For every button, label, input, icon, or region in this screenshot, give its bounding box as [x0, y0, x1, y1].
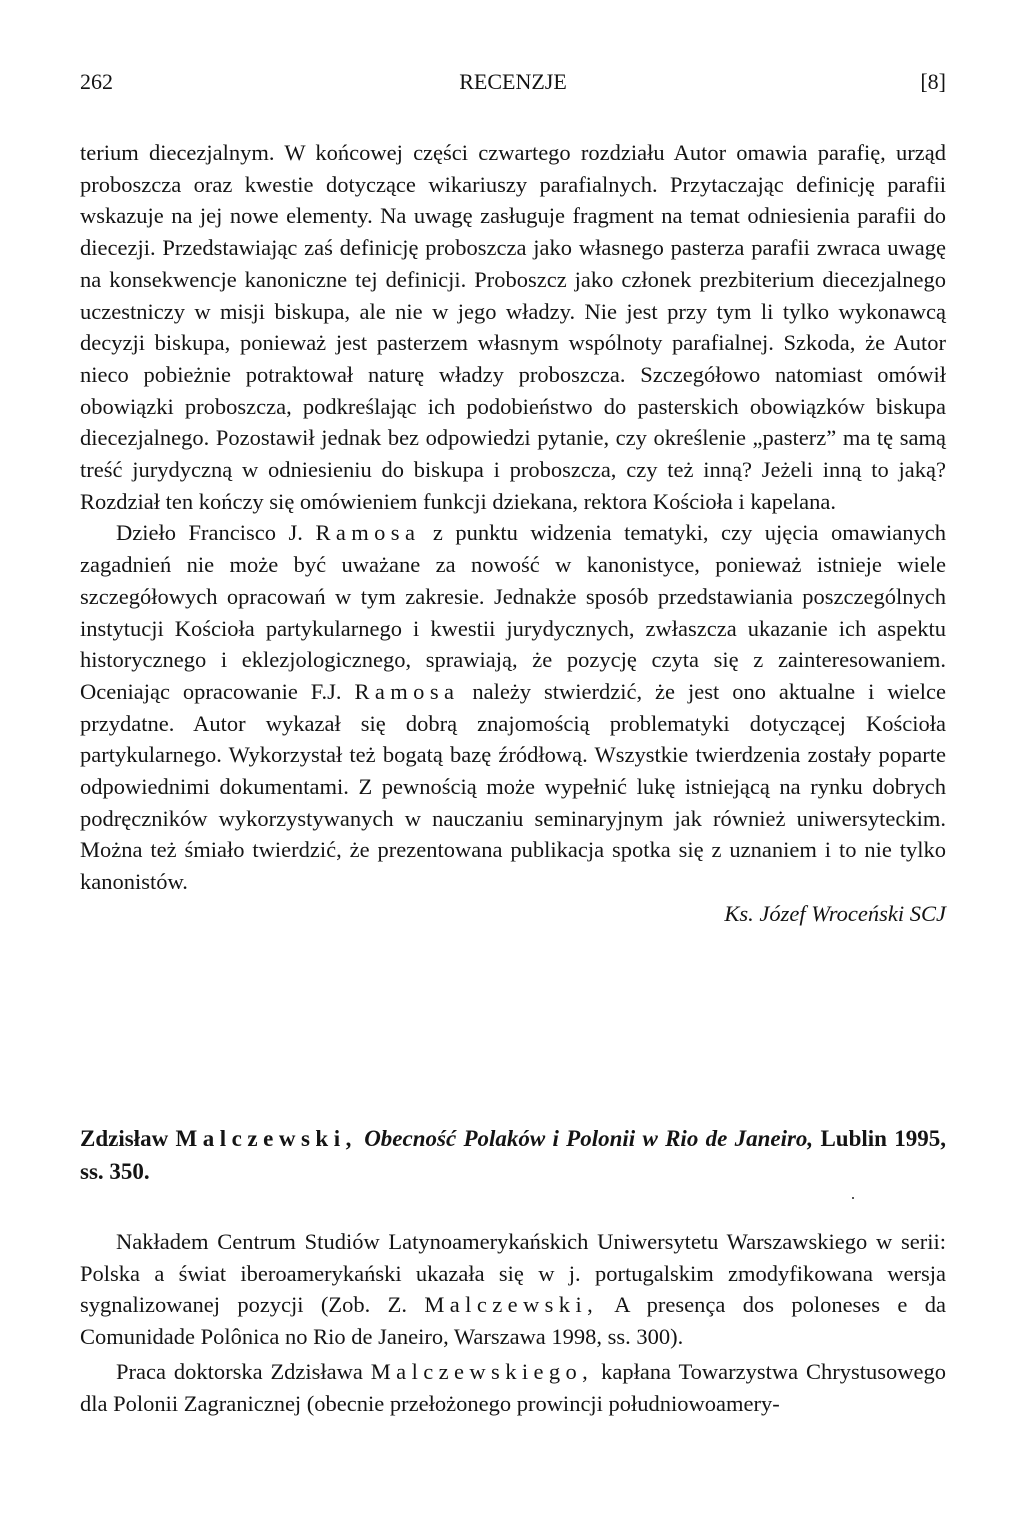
- review-paragraph-2-part-b: z punktu widzenia tematyki, czy ujęcia omawianych zagadnień nie może być uważane za nowość w kanonistyce, ponieważ istnieje wiele szczegółowych opracowań w tym zakresie. Jednakże sposób przedstawiania poszczególnych instytucji Kościoła partykularnego i kwestii jurydycznych, zwłaszcza ukazanie ich aspektu historycznego i eklezjologicznego, sprawiają, że pozycję czyta się z zainteresowaniem. Oceniając opracowanie F.J.: [80, 520, 946, 704]
- book-title: Obecność Polaków i Polonii w Rio de Janeiro,: [364, 1126, 814, 1151]
- review-paragraph-2-part-a: Dzieło Francisco J.: [116, 520, 303, 546]
- book-author-first-name: Zdzisław: [80, 1126, 169, 1151]
- spaced-author-name: Ramosa: [354, 678, 460, 704]
- review-paragraph-2: [80, 517, 946, 897]
- second-review-paragraph-1: [80, 1226, 946, 1353]
- running-title: RECENZJE: [459, 69, 567, 94]
- running-header: [80, 64, 946, 100]
- second-review-paragraph-1-part-a: Nakładem Centrum Studiów Latynoamerykańskich Uniwersytetu Warszawskiego w serii: Polska a świat iberoamerykański ukazała się w j. portugalskim zmodyfikowana wersja sygnalizowanej pozycji (Zob. Z.: [80, 1229, 946, 1318]
- second-review-paragraph-2-part-b: kapłana Towarzystwa Chrystusowego dla Polonii Zagranicznej (obecnie przełożonego prowincji południowoamery-: [80, 1358, 947, 1416]
- reviewer-signature: Ks. Józef Wroceński SCJ: [724, 900, 946, 926]
- review-body: [80, 137, 946, 930]
- issue-number: [8]: [920, 69, 946, 94]
- print-speck: [852, 1197, 854, 1199]
- second-review-paragraph-1-part-b: A presença dos poloneses e da Comunidade Polônica no Rio de Janeiro, Warszawa 1998, ss. 300).: [80, 1292, 947, 1350]
- second-review-paragraph-2: [80, 1356, 946, 1419]
- spaced-author-name: Ramosa: [315, 520, 421, 546]
- book-author-last-name: Malczewski,: [175, 1126, 357, 1151]
- spaced-author-name: Malczewski,: [424, 1292, 599, 1318]
- review-paragraph-2-part-c: należy stwierdzić, że jest ono aktualne i wielce przydatne. Autor wykazał się dobrą znajomością problematyki dotyczącej Kościoła partykularnego. Wykorzystał też bogatą bazę źródłową. Wszystkie twierdzenia zostały poparte odpowiednimi dokumentami. Z pewnością może wypełnić lukę istniejącą na rynku dobrych podręczników wykorzystywanych w nauczaniu seminaryjnym jak również uniwersyteckim. Można też śmiało twierdzić, że prezentowana publikacja spotka się z uznaniem i to nie tylko kanonistów.: [80, 678, 947, 895]
- book-citation-heading: [80, 1122, 946, 1188]
- second-review-paragraph-2-part-a: Praca doktorska Zdzisława: [116, 1358, 363, 1384]
- book-publication-info: Lublin 1995, ss. 350.: [80, 1126, 946, 1184]
- page-number: 262: [80, 69, 113, 94]
- second-review-body: [80, 1226, 946, 1419]
- spaced-author-name: Malczewskiego,: [370, 1358, 594, 1384]
- review-paragraph-1: terium diecezjalnym. W końcowej części czwartego rozdziału Autor omawia parafię, urząd proboszcza oraz kwestie dotyczące wikariuszy parafialnych. Przytaczając definicję parafii wskazuje na jej nowe elementy. Na uwagę zasługuje fragment na temat odniesienia parafii do diecezji. Przedstawiając zaś definicję proboszcza jako własnego pasterza parafii zwraca uwagę na konsekwencje kanoniczne tej definicji. Proboszcz jako członek prezbiterium diecezjalnego uczestniczy w misji biskupa, ale nie w jego władzy. Nie jest przy tym li tylko wykonawcą decyzji biskupa, ponieważ jest pasterzem własnym wspólnoty parafialnej. Szkoda, że Autor nieco pobieżnie potraktował naturę władzy proboszcza. Szczegółowo natomiast omówił obowiązki proboszcza, podkreślając ich podobieństwo do pasterskich obowiązków biskupa diecezjalnego. Pozostawił jednak bez odpowiedzi pytanie, czy określenie „pasterz” ma tę samą treść jurydyczną w odniesieniu do biskupa i proboszcza, czy też inną? Jeżeli inną to jaką? Rozdział ten kończy się omówieniem funkcji dziekana, rektora Kościoła i kapelana.: [80, 140, 946, 514]
